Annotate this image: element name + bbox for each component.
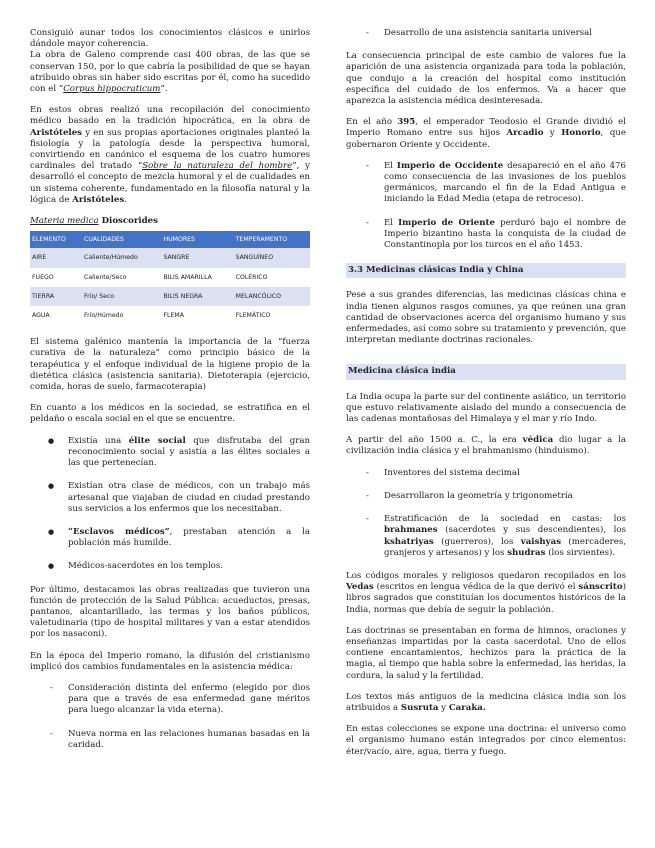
- table-cell: BILIS AMARILLA: [163, 273, 212, 281]
- table-row: [30, 287, 310, 306]
- list-item: - Inventores del sistema decimal: [346, 468, 626, 479]
- paragraph: Por último, destacamos las obras realizadas que tuvieron una función de protección de la Salud Pública: acueductos, presas, pantanos, alcantarillado, las termas y los baños públicos, valetudinaria (tipo de hospital militares y van a estar atendidos por los nasaconi).: [30, 584, 310, 640]
- table-cell: SANGUÍNEO: [234, 248, 310, 267]
- table-header: CUALIDADES: [82, 231, 161, 248]
- table-cell: AIRE: [30, 248, 82, 267]
- table-cell: COLÉRICO: [235, 273, 268, 281]
- table-cell: TIERRA: [30, 287, 82, 306]
- table-header: ELEMENTO: [30, 231, 82, 248]
- list-item: - Desarrollo de una asistencia sanitaria universal: [346, 28, 626, 39]
- list-item: ● Médicos-sacerdotes en los templos.: [30, 561, 310, 572]
- empire-list: [346, 161, 626, 251]
- table-cell: BILIS NEGRA: [161, 287, 233, 306]
- left-column: [30, 28, 310, 763]
- humors-table: [30, 231, 310, 325]
- materia-link[interactable]: Materia medica: [30, 216, 99, 227]
- table-cell: SANGRE: [161, 248, 233, 267]
- paragraph: Los textos más antiguos de la medicina clásica india son los atribuidos a Susruta y Caraka.: [346, 691, 626, 713]
- table-cell: FUEGO: [32, 273, 54, 281]
- treatise-link[interactable]: Sobre la naturaleza del hombre: [142, 161, 293, 172]
- table-cell: Frío/ Seco: [82, 287, 161, 306]
- list-item: ● Existía una élite social que disfrutaba del gran reconocimiento social y asistía a las élites sociales a las que pertenecían.: [30, 436, 310, 470]
- list-item: - Estratificación de la sociedad en castas: los brahmanes (sacerdotes y sus descendientes), los kshatriyas (guerreros), los vaishyas (mercaderes, granjeros y artesanos) y los shudras (los sirvientes).: [346, 514, 626, 559]
- corpus-link[interactable]: Corpus hippocraticum: [63, 84, 161, 95]
- paragraph: La India ocupa la parte sur del continente asiático, un territorio que estuvo relativamente aislado del mundo a consecuencia de las cadenas montañosas del Himalaya y el mar y río Indo.: [346, 391, 626, 425]
- table-row: [30, 306, 310, 325]
- list-item: - El Imperio de Occidente desapareció en el año 476 como consecuencia de las invasiones de los pueblos germánicos, marcando el fin de la Edad Antigua e iniciando la Edad Media (etapa de retroceso).: [346, 161, 626, 206]
- list-item: - El Imperio de Oriente perduró bajo el nombre de Imperio bizantino hasta la conquista de la ciudad de Constantinopla por los turcos en el año 1453.: [346, 218, 626, 252]
- paragraph: Los códigos morales y religiosos quedaron recopilados en los Vedas (escritos en lengua védica de la que derivó el sánscrito) libros sagrados que constituían los documentos históricos de la India, normas que debía de seguir la población.: [346, 570, 626, 615]
- table-header-row: [30, 231, 310, 248]
- table-cell: Frío/Húmedo: [84, 312, 124, 320]
- table-row: [30, 248, 310, 267]
- paragraph: En el año 395, el emperador Teodosio el Grande dividió el Imperio Romano entre sus hijos Arcadio y Honorio, que gobernaron Oriente y Occidente.: [346, 117, 626, 150]
- doctors-list: [30, 436, 310, 573]
- right-column: [346, 28, 626, 768]
- list-item: ● “Esclavos médicos”, prestaban atención a la población más humilde.: [30, 527, 310, 549]
- table-header: TEMPERAMENTO: [234, 231, 310, 248]
- list-item: - Consideración distinta del enfermo (elegido por dios para que a través de esa enfermedad gane méritos para luego alcanzar la vida eterna).: [30, 683, 310, 717]
- list-item: - Desarrollaron la geometría y trigonometría: [346, 491, 626, 502]
- table-cell: Caliente/Seco: [84, 273, 127, 281]
- table-cell: FLEMA: [163, 312, 184, 320]
- paragraph: Consiguió aunar todos los conocimientos clásicos e unirlos dándole mayor coherencia. La obra de Galeno comprende casi 400 obras, de las que se conservan 150, por lo que cabría la posibilidad de que se hayan atribuido obras sin haber sido escritas por él, como ha sucedido con el “Corpus hippocraticum”.: [30, 28, 310, 95]
- india-list: [346, 468, 626, 559]
- paragraph: En estas colecciones se expone una doctrina: el universo como el organismo humano están integrados por cinco elementos: éter/vacío, aire, agua, tierra y fuego.: [346, 724, 626, 757]
- table-cell: MELANCÓLICO: [234, 287, 310, 306]
- changes-list-cont: [346, 28, 626, 39]
- table-header: HUMORES: [161, 231, 233, 248]
- table-cell: AGUA: [32, 312, 50, 320]
- list-item: - Nueva norma en las relaciones humanas basadas en la caridad.: [30, 729, 310, 751]
- paragraph: El sistema galénico mantenía la importancia de la “fuerza curativa de la naturaleza” como principio básico de la terapéutica y el enfoque individual de la higiene propio de la dietética clásica (asistencia sanitaria). Dietoterapia (ejercicio, comida, horas de suelo, farmacoterapia): [30, 337, 310, 393]
- paragraph: En la época del Imperio romano, la difusión del cristianismo implicó dos cambios fundamentales en la asistencia médica:: [30, 650, 310, 672]
- paragraph: La consecuencia principal de este cambio de valores fue la aparición de una asistencia organizada para toda la población, que condujo a la creación del hospital como institución específica del cuidado de los enfermos. Va a hacer que aparezca la asistencia médica desinteresada.: [346, 51, 626, 107]
- paragraph: En estos obras realizó una recopilación del conocimiento médico basado en la tradición hipocrática, en la obra de Aristóteles y en sus propias aportaciones originales planteó la fisiología y la patología desde la perspectiva humoral, convirtiendo en canónico el esquema de los cuatro humores cardinales del tratado “Sobre la naturaleza del hombre”, y desarrolló el concepto de mezcla humoral y el de cualidades en un sistema coherente, fundamentado en la filosofía natural y la lógica de Aristóteles.: [30, 105, 310, 205]
- changes-list: [30, 683, 310, 751]
- table-cell: Caliente/Húmedo: [82, 248, 161, 267]
- materia-heading: Materia medica Dioscorides: [30, 216, 158, 227]
- paragraph: Pese a sus grandes diferencias, las medicinas clásicas china e india tienen algunos rasgos comunes, ya que reúnen una gran cantidad de observaciones acerca del organismo humano y sus enfermedades, así como sobre su tratamiento y prevención, que interpretan mediante doctrinas racionales.: [346, 290, 626, 346]
- paragraph: En cuanto a los médicos en la sociedad, se estratifica en el peldaño o escala social en el que se encuentre.: [30, 403, 310, 425]
- section-heading: Medicina clásica india: [346, 364, 626, 379]
- paragraph: A partir del año 1500 a. C., la era védica dio lugar a la civilización india clásica y el brahmanismo (hinduismo).: [346, 435, 626, 457]
- list-item: ● Existían otra clase de médicos, con un trabajo más artesanal que viajaban de ciudad en ciudad prestando sus servicios a los enfermos que los necesitaban.: [30, 481, 310, 515]
- table-row: [30, 268, 310, 287]
- paragraph: Las doctrinas se presentaban en forma de himnos, oraciones y enseñanzas impartidas por la casta sacerdotal. Uno de ellos contiene encantamientos, hechizos para la práctica de la magia, al tiempo que habla sobre la enfermedad, las heridas, la cordura, la salud y la fertilidad.: [346, 625, 626, 681]
- table-cell: FLEMÁTICO: [235, 312, 271, 320]
- section-heading: 3.3 Medicinas clásicas India y China: [346, 263, 626, 278]
